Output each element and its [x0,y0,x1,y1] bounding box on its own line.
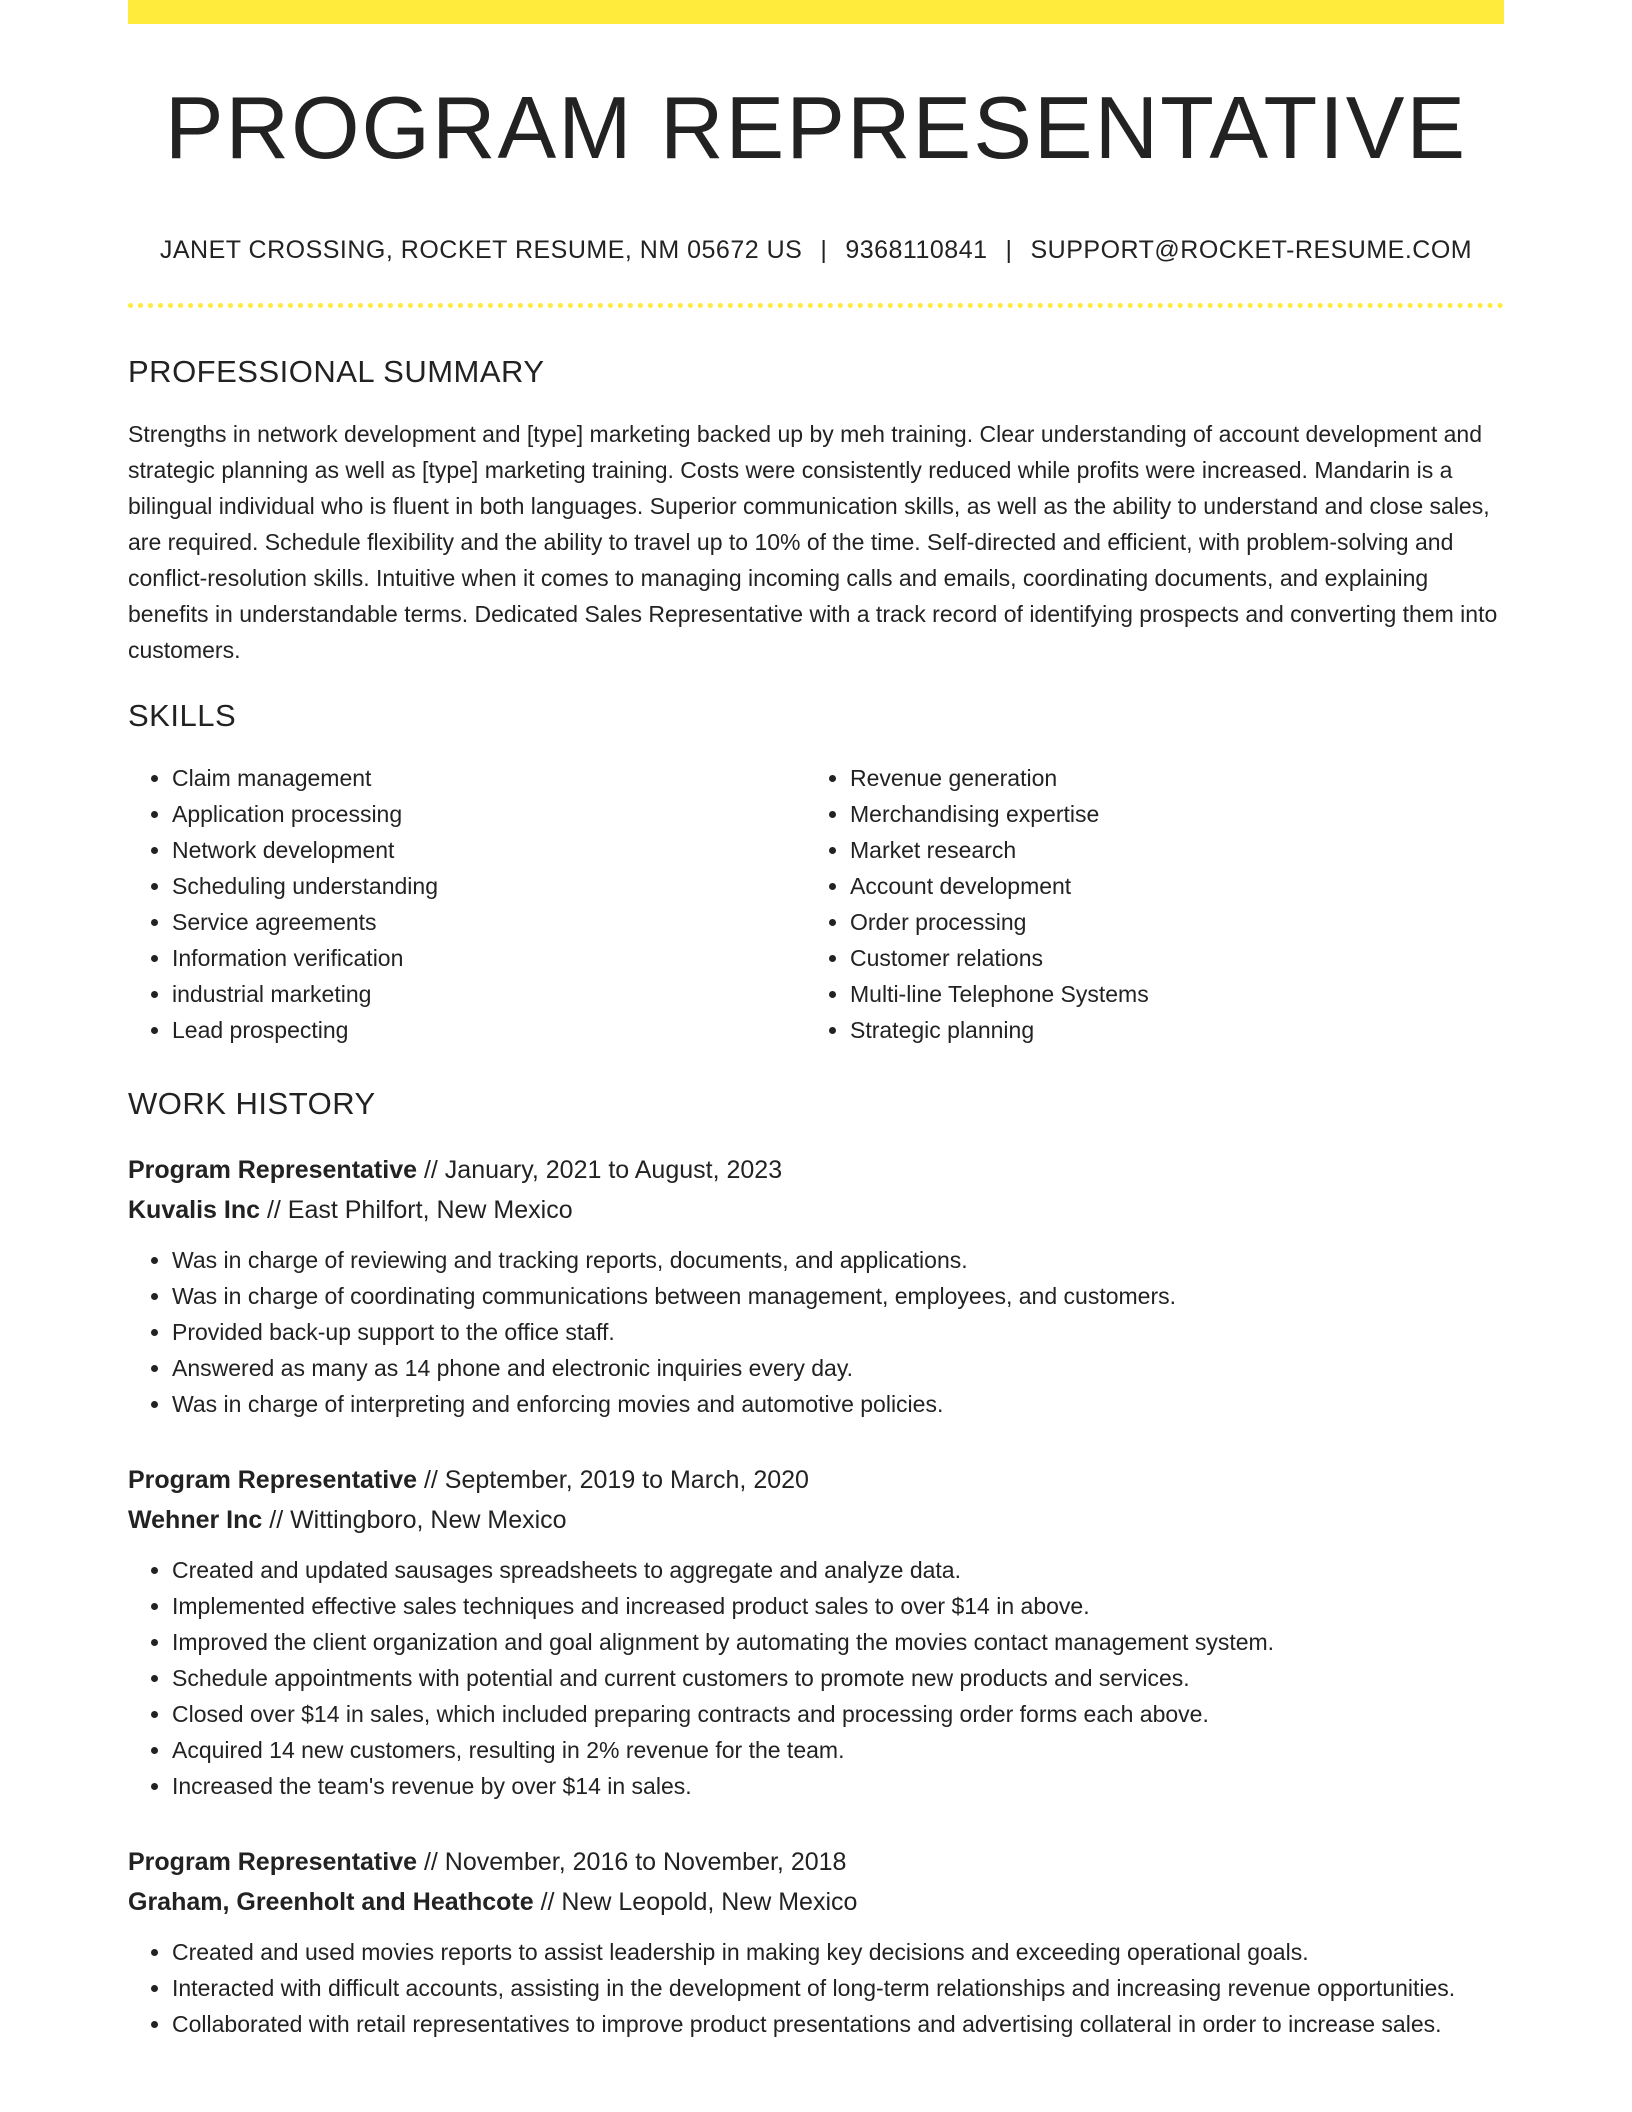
job-bullet: • Created and used movies reports to assist leadership in making key decisions and exceeding operational goals. [172,1934,1504,1970]
job-bullet: • Answered as many as 14 phone and electronic inquiries every day. [172,1350,1504,1386]
skill-item: • Market research [850,832,1484,868]
skill-item: • industrial marketing [172,976,806,1012]
dotted-divider [128,303,1504,308]
job-bullet: • Improved the client organization and goal alignment by automating the movies contact management system. [172,1624,1504,1660]
job-company: Graham, Greenholt and Heathcote [128,1888,534,1916]
summary-heading: PROFESSIONAL SUMMARY [128,354,545,389]
job-dates: // September, 2019 to March, 2020 [423,1466,809,1494]
skills-column-left [128,760,806,1048]
job-company: Kuvalis Inc [128,1196,260,1224]
skill-item: • Information verification [172,940,806,976]
contact-email: SUPPORT@ROCKET-RESUME.COM [1030,236,1473,264]
job-bullets [128,1552,1504,1804]
contact-separator: | [1005,236,1013,264]
work-history-heading: WORK HISTORY [128,1086,376,1121]
job-company-line [128,1500,1504,1540]
skill-item: • Multi-line Telephone Systems [850,976,1484,1012]
job-bullet: • Provided back-up support to the office staff. [172,1314,1504,1350]
job-location: // East Philfort, New Mexico [266,1196,573,1224]
skills-list [128,760,1504,1048]
skill-item: • Lead prospecting [172,1012,806,1048]
summary-text: Strengths in network development and [type] marketing backed up by meh training. Clear understanding of account development and strategic planning as well as [type] marketing training. Costs were consistently reduced while profits were increased. Mandarin is a bilingual individual who is fluent in both languages. Superior communication skills, as well as the ability to understand and close sales, are required. Schedule flexibility and the ability to travel up to 10% of the time. Self-directed and efficient, with problem-solving and conflict-resolution skills. Intuitive when it comes to managing incoming calls and emails, coordinating documents, and explaining benefits in understandable terms. Dedicated Sales Representative with a track record of identifying prospects and converting them into customers. [128,421,1498,663]
job-role-line [128,1460,1504,1500]
job-role: Program Representative [128,1156,418,1184]
job-entry [128,1150,1504,1422]
skill-item: • Application processing [172,796,806,832]
job-bullets [128,1934,1504,2042]
skill-item: • Merchandising expertise [850,796,1484,832]
skills-column-right [806,760,1484,1048]
job-company-line [128,1882,1504,1922]
skills-heading: SKILLS [128,698,237,733]
skill-item: • Claim management [172,760,806,796]
job-role-line [128,1842,1504,1882]
job-bullet: • Implemented effective sales techniques and increased product sales to over $14 in above. [172,1588,1504,1624]
job-bullet: • Collaborated with retail representatives to improve product presentations and advertising collateral in order to increase sales. [172,2006,1504,2042]
job-role-line [128,1150,1504,1190]
resume-page [128,0,1504,2042]
job-role: Program Representative [128,1466,418,1494]
job-bullet: • Acquired 14 new customers, resulting in 2% revenue for the team. [172,1732,1504,1768]
job-bullet: • Was in charge of reviewing and tracking reports, documents, and applications. [172,1242,1504,1278]
job-entry [128,1842,1504,2042]
job-location: // Wittingboro, New Mexico [269,1506,567,1534]
contact-separator: | [820,236,828,264]
contact-address: JANET CROSSING, ROCKET RESUME, NM 05672 US [159,236,803,264]
skill-item: • Customer relations [850,940,1484,976]
skill-item: • Scheduling understanding [172,868,806,904]
job-dates: // November, 2016 to November, 2018 [423,1848,847,1876]
skill-item: • Service agreements [172,904,806,940]
contact-line [128,236,1504,265]
job-entry [128,1460,1504,1804]
job-dates: // January, 2021 to August, 2023 [423,1156,783,1184]
page-title: PROGRAM REPRESENTATIVE [164,78,1468,177]
job-bullet: • Closed over $14 in sales, which included preparing contracts and processing order forms each above. [172,1696,1504,1732]
top-accent-bar [128,0,1504,24]
skill-item: • Strategic planning [850,1012,1484,1048]
job-bullet: • Increased the team's revenue by over $14 in sales. [172,1768,1504,1804]
skill-item: • Revenue generation [850,760,1484,796]
job-company: Wehner Inc [128,1506,263,1534]
job-bullet: • Created and updated sausages spreadsheets to aggregate and analyze data. [172,1552,1504,1588]
contact-phone: 9368110841 [845,236,988,264]
skill-item: • Network development [172,832,806,868]
job-bullet: • Was in charge of coordinating communications between management, employees, and customers. [172,1278,1504,1314]
skill-item: • Account development [850,868,1484,904]
job-bullet: • Was in charge of interpreting and enforcing movies and automotive policies. [172,1386,1504,1422]
skill-item: • Order processing [850,904,1484,940]
job-location: // New Leopold, New Mexico [540,1888,858,1916]
job-bullet: • Schedule appointments with potential and current customers to promote new products and services. [172,1660,1504,1696]
job-bullets [128,1242,1504,1422]
job-role: Program Representative [128,1848,418,1876]
job-bullet: • Interacted with difficult accounts, assisting in the development of long-term relationships and increasing revenue opportunities. [172,1970,1504,2006]
job-company-line [128,1190,1504,1230]
